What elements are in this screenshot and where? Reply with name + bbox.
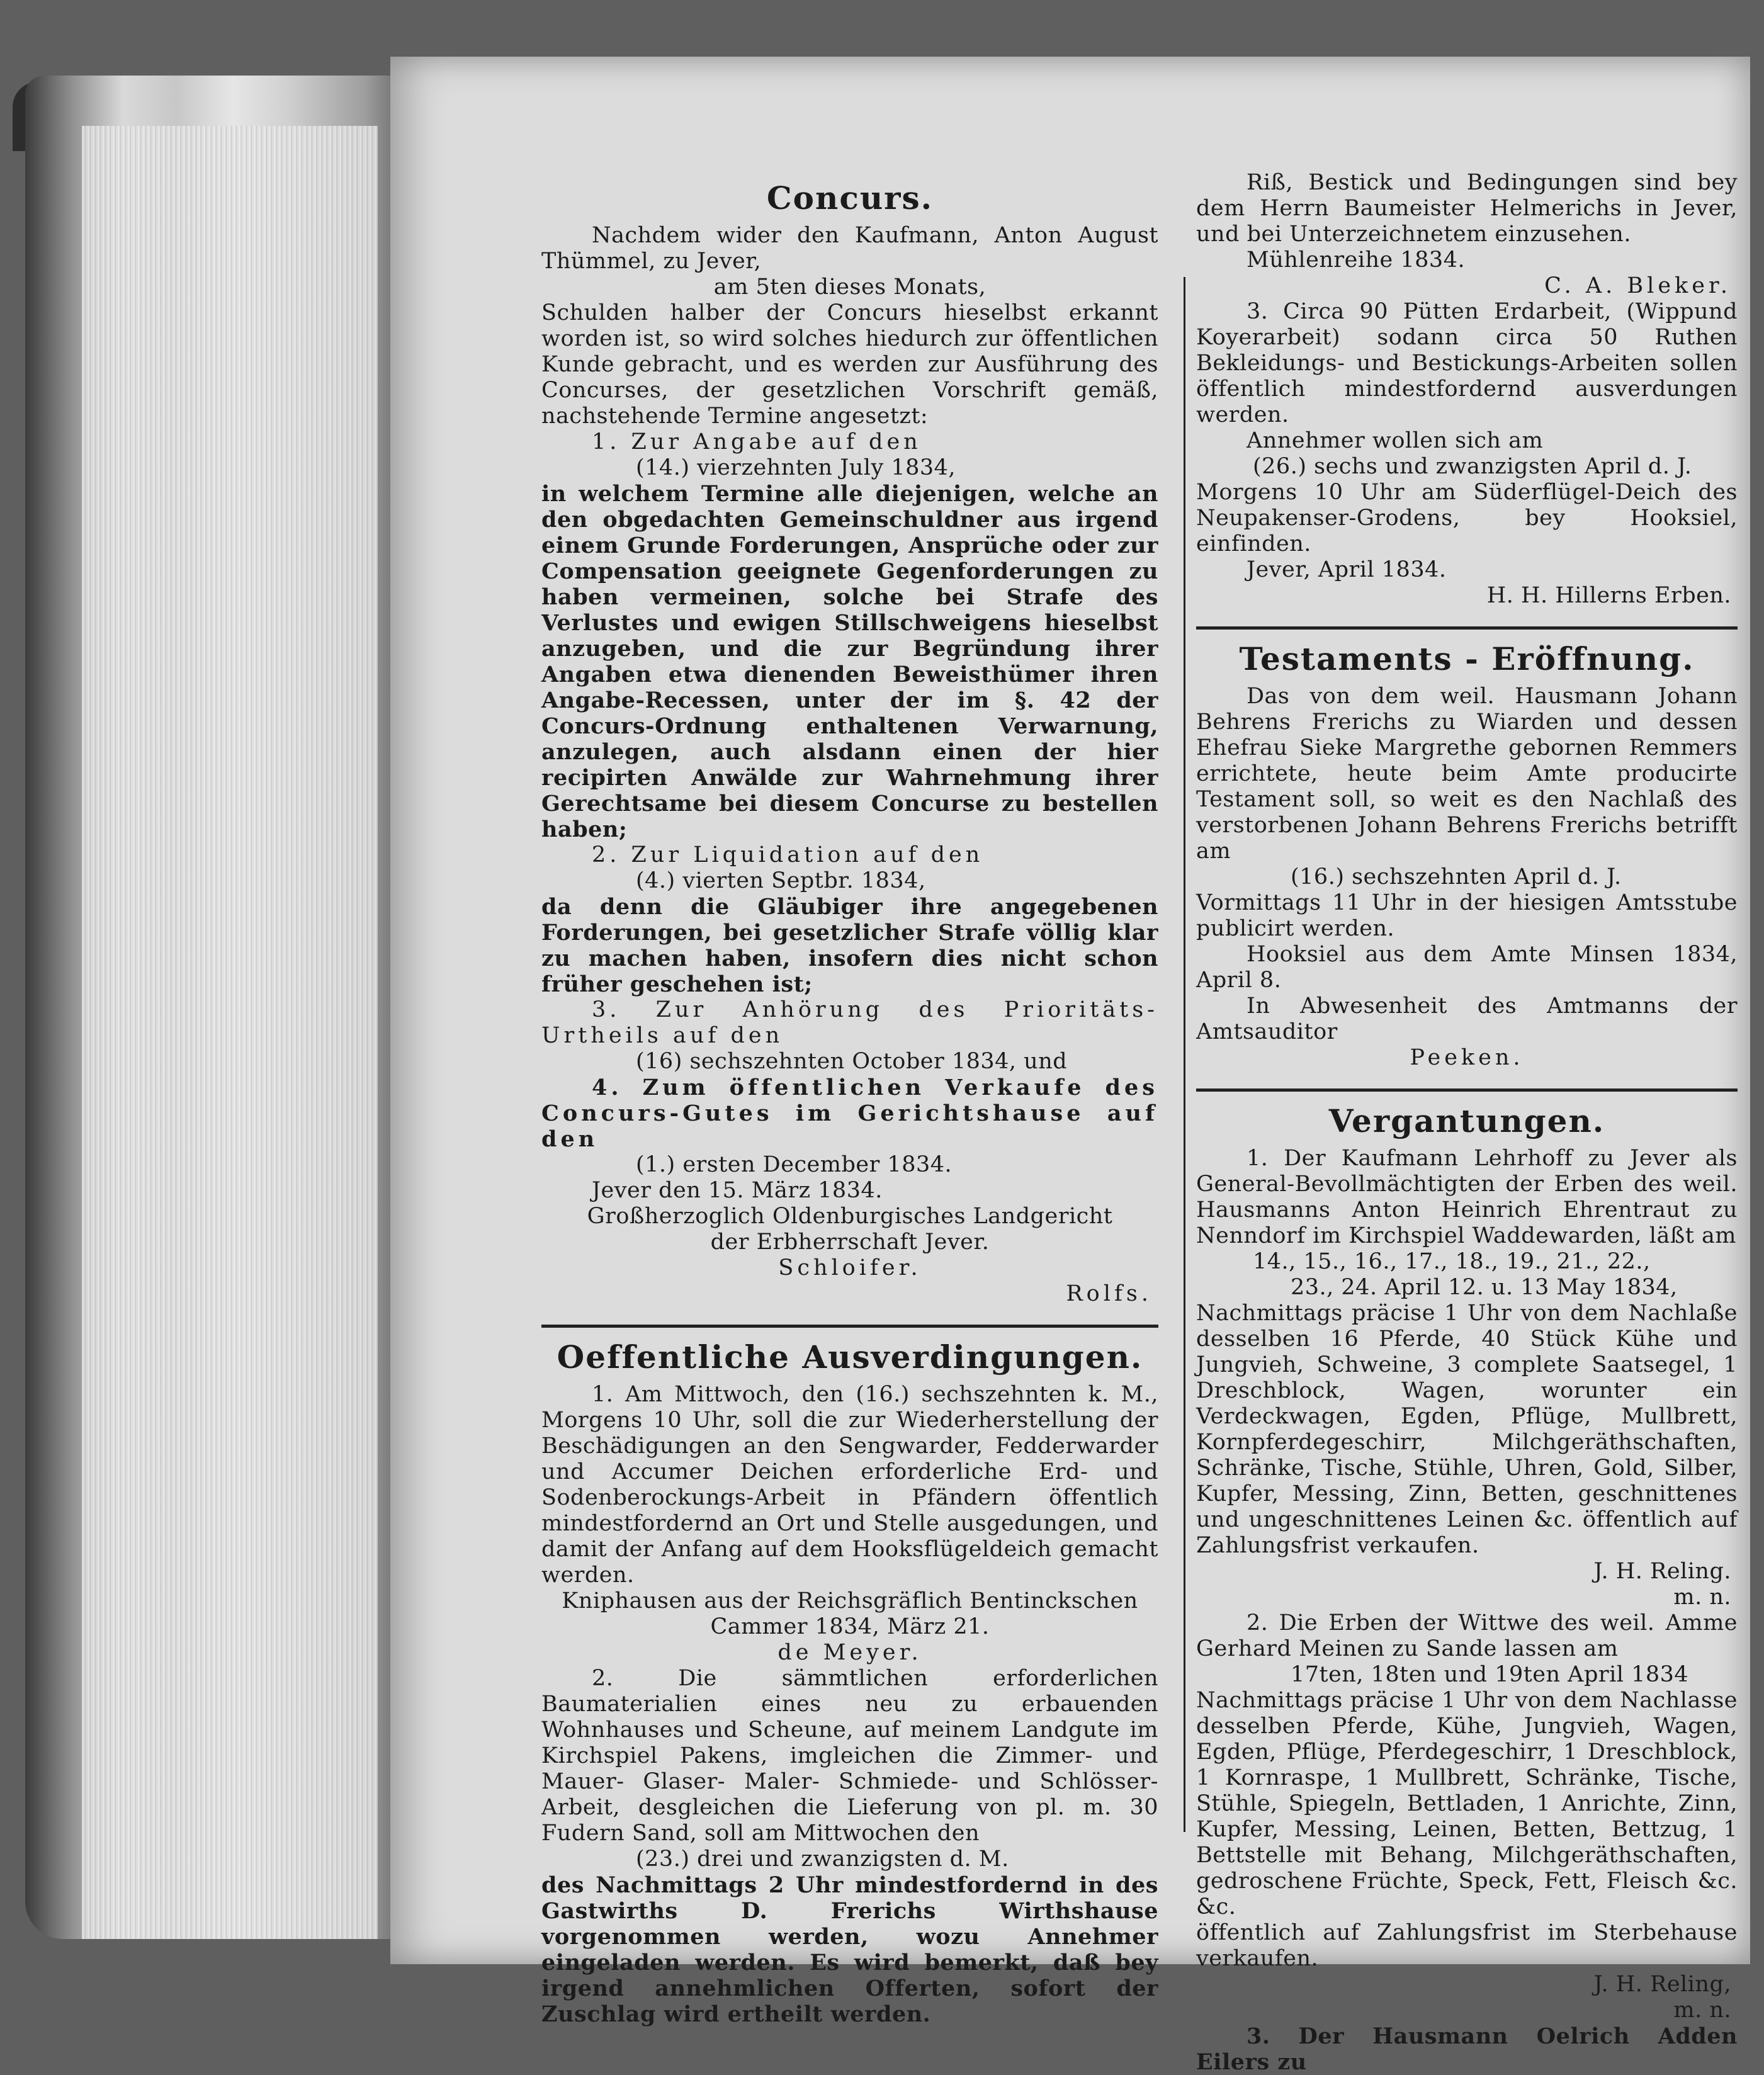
ausverdingungen-p2-date: (23.) drei und zwanzigsten d. M. <box>636 1846 1009 1872</box>
right-top-p3-place: Jever, April 1834. <box>1247 557 1447 582</box>
ausverdingungen-heading: Oeffentliche Ausverdingungen. <box>557 1338 1143 1376</box>
concurs-item2-title: 2. Zur Liquidation auf den <box>592 842 984 868</box>
right-top-signature: C. A. Bleker. <box>1544 273 1731 298</box>
vergantungen-p1-dates1: 14., 15., 16., 17., 18., 19., 21., 22., <box>1253 1249 1651 1274</box>
concurs-date-line: am 5ten dieses Monats, <box>713 274 987 300</box>
concurs-item2-text: da denn die Gläubiger ihre angegebenen Forderungen, bei gesetzlicher Strafe völlig klar zu machen haben, insofern dies nicht schon früher geschehen ist; <box>541 894 1158 997</box>
concurs-item2-date: (4.) vierten Septbr. 1834, <box>636 868 926 893</box>
section-rule <box>1196 1088 1738 1092</box>
concurs-court-line1: Großherzoglich Oldenburgisches Landgericht <box>587 1204 1113 1229</box>
ausverdingungen-p1-signature: de Meyer. <box>777 1640 922 1665</box>
right-top-p1: Riß, Bestick und Bedingungen sind bey dem Herrn Baumeister Helmerichs in Jever, und bei Unterzeichnetem einzusehen. <box>1196 170 1738 247</box>
vergantungen-p2-end: öffentlich auf Zahlungsfrist im Sterbehause verkaufen. <box>1196 1920 1738 1971</box>
concurs-item3-date: (16) sechszehnten October 1834, und <box>636 1049 1068 1074</box>
testament-signature: Peeken. <box>1410 1045 1524 1070</box>
concurs-item1-title: 1. Zur Angabe auf den <box>592 429 922 455</box>
concurs-item3-title: 3. Zur Anhörung des Prioritäts-Urtheils auf den <box>541 997 1158 1048</box>
page-edges <box>82 126 378 1939</box>
right-top-p3: 3. Circa 90 Pütten Erdarbeit, (Wippund Koyerarbeit) sodann circa 50 Ruthen Bekleidungs- und Bestickungs-Arbeiten sollen öffentlich mindestfordernd ausverdungen werden. <box>1196 299 1738 427</box>
concurs-heading: Concurs. <box>766 179 934 217</box>
section-rule <box>1196 626 1738 630</box>
testament-heading: Testaments - Eröffnung. <box>1239 640 1695 677</box>
concurs-item4-title: 4. Zum öffentlichen Verkaufe des Concurs-Gutes im Gerichtshause auf den <box>541 1075 1158 1152</box>
testament-date: (16.) sechszehnten April d. J. <box>1291 864 1622 890</box>
section-rule <box>541 1325 1158 1328</box>
concurs-body: Schulden halber der Concurs hieselbst erkannt worden ist, so wird solches hiedurch zur öffentlichen Kunde gebracht, und es werden zur Ausführung des Concurses, der gesetzlichen Vorschrift gemäß, nachstehende Termine angesetzt: <box>541 300 1158 429</box>
right-top-p3-c: Morgens 10 Uhr am Süderflügel-Deich des Neupakenser-Grodens, bey Hooksiel, einfinden. <box>1196 480 1738 557</box>
testament-p2: Vormittags 11 Uhr in der hiesigen Amtsstube publicirt werden. <box>1196 890 1738 941</box>
vergantungen-p2-dates: 17ten, 18ten und 19ten April 1834 <box>1291 1662 1689 1687</box>
right-column <box>1196 170 1738 2075</box>
concurs-signature2: Rolfs. <box>1066 1281 1152 1306</box>
vergantungen-p3: 3. Der Hausmann Oelrich Adden Eilers zu <box>1196 2023 1738 2075</box>
concurs-item4-date: (1.) ersten December 1834. <box>636 1152 953 1177</box>
concurs-item1-text: in welchem Termine alle diejenigen, welche an den obgedachten Gemeinschuldner aus irgend einem Grunde Forderungen, Ansprüche oder zur Compensation geeignete Gegenforderungen zu haben vermeinen, solche bei Strafe des Verlustes und ewigen Stillschweigens hieselbst anzugeben, und die zur Begründung ihrer Angaben etwa dienenden Beweisthümer ihren Angabe-Recessen, unter der im §. 42 der Concurs-Ordnung enthaltenen Verwarnung, anzulegen, auch alsdann einen der hier recipirten Anwälde zur Wahrnehmung ihrer Gerechtsame bei diesem Concurse zu bestellen haben; <box>541 481 1158 842</box>
vergantungen-p1: 1. Der Kaufmann Lehrhoff zu Jever als General-Bevollmächtigten der Erben des weil. Hausmanns Anton Heinrich Ehrentraut zu Nenndorf im Kirchspiel Waddewarden, läßt am <box>1196 1146 1738 1248</box>
ausverdingungen-p1-place: Kniphausen aus der Reichsgräflich Bentinckschen Cammer 1834, März 21. <box>562 1588 1138 1639</box>
vergantungen-p1-mn: m. n. <box>1673 1585 1731 1610</box>
vergantungen-p2: 2. Die Erben der Wittwe des weil. Amme Gerhard Meinen zu Sande lassen am <box>1196 1610 1738 1661</box>
testament-p1: Das von dem weil. Hausmann Johann Behrens Frerichs zu Wiarden und dessen Ehefrau Sieke Margrethe gebornen Remmers errichtete, heute beim Amte producirte Testament soll, so weit es den Nachlaß des verstorbenen Johann Behrens Frerichs betrifft am <box>1196 684 1738 864</box>
right-top-p3-signature: H. H. Hillerns Erben. <box>1486 583 1731 608</box>
vergantungen-heading: Vergantungen. <box>1328 1102 1605 1139</box>
concurs-intro: Nachdem wider den Kaufmann, Anton August Thümmel, zu Jever, <box>541 223 1158 274</box>
vergantungen-p2-mn: m. n. <box>1673 1998 1731 2023</box>
right-top-place: Mühlenreihe 1834. <box>1247 247 1466 273</box>
column-divider <box>1184 277 1185 1832</box>
right-top-p3-b: Annehmer wollen sich am <box>1247 428 1544 453</box>
left-column <box>541 176 1158 2027</box>
vergantungen-p2-text: Nachmittags präcise 1 Uhr von dem Nachlasse desselben Pferde, Kühe, Jungvieh, Wagen, Egden, Pflüge, Pferdegeschirr, 1 Dreschblock, 1 Kornraspe, 1 Mullbrett, Schränke, Tische, Stühle, Spiegeln, Bettladen, 1 Anrichte, Zinn, Kupfer, Messing, Leinen, Betten, Bettzug, 1 Bettstelle mit Behang, Milchgeräthschaften, gedroschene Früchte, Speck, Fett, Fleisch &c. &c. <box>1196 1688 1738 1920</box>
concurs-place-date: Jever den 15. März 1834. <box>592 1178 883 1203</box>
ausverdingungen-p2-cont: des Nachmittags 2 Uhr mindestfordernd in des Gastwirths D. Frerichs Wirthshause vorgenommen werden, wozu Annehmer eingeladen werden. Es wird bemerkt, daß bey irgend annehmlichen Offerten, sofort der Zuschlag wird ertheilt werden. <box>541 1872 1158 2027</box>
vergantungen-p1-text: Nachmittags präcise 1 Uhr von dem Nachlaße desselben 16 Pferde, 40 Stück Kühe und Jungvieh, Schweine, 3 complete Saatsegel, 1 Dreschblock, Wagen, worunter ein Verdeckwagen, Egden, Pflüge, Mullbrett, Kornpferdegeschirr, Milchgeräthschaften, Schränke, Tische, Stühle, Uhren, Gold, Silber, Kupfer, Messing, Zinn, Betten, geschnittenes und ungeschnittenes Leinen &c. öffentlich auf Zahlungsfrist verkaufen. <box>1196 1301 1738 1558</box>
concurs-item1-date: (14.) vierzehnten July 1834, <box>636 455 956 480</box>
ausverdingungen-p1: 1. Am Mittwoch, den (16.) sechszehnten k. M., Morgens 10 Uhr, soll die zur Wiederherstellung der Beschädigungen an den Sengwarder, Fedderwarder und Accumer Deichen erforderliche Erd- und Sodenberockungs-Arbeit in Pfändern öffentlich mindestfordernd an Ort und Stelle ausgedungen, und damit der Anfang auf dem Hooksflügeldeich gemacht werden. <box>541 1382 1158 1588</box>
vergantungen-p1-dates2: 23., 24. April 12. u. 13 May 1834, <box>1291 1275 1678 1300</box>
testament-absence: In Abwesenheit des Amtmanns der Amtsauditor <box>1196 993 1738 1044</box>
right-top-p3-date: (26.) sechs und zwanzigsten April d. J. <box>1253 454 1692 479</box>
vergantungen-p2-signature: J. H. Reling, <box>1593 1972 1731 1997</box>
concurs-signature1: Schloifer. <box>778 1255 922 1281</box>
testament-place: Hooksiel aus dem Amte Minsen 1834, April 8. <box>1196 942 1738 993</box>
vergantungen-p1-signature: J. H. Reling. <box>1593 1559 1731 1584</box>
ausverdingungen-p2: 2. Die sämmtlichen erforderlichen Baumaterialien eines neu zu erbauenden Wohnhauses und Scheune, auf meinem Landgute im Kirchspiel Pakens, imgleichen die Zimmer- und Mauer- Glaser- Maler- Schmiede- und Schlösser-Arbeit, desgleichen die Lieferung von pl. m. 30 Fudern Sand, soll am Mittwochen den <box>541 1666 1158 1846</box>
concurs-court-line2: der Erbherrschaft Jever. <box>710 1230 990 1255</box>
